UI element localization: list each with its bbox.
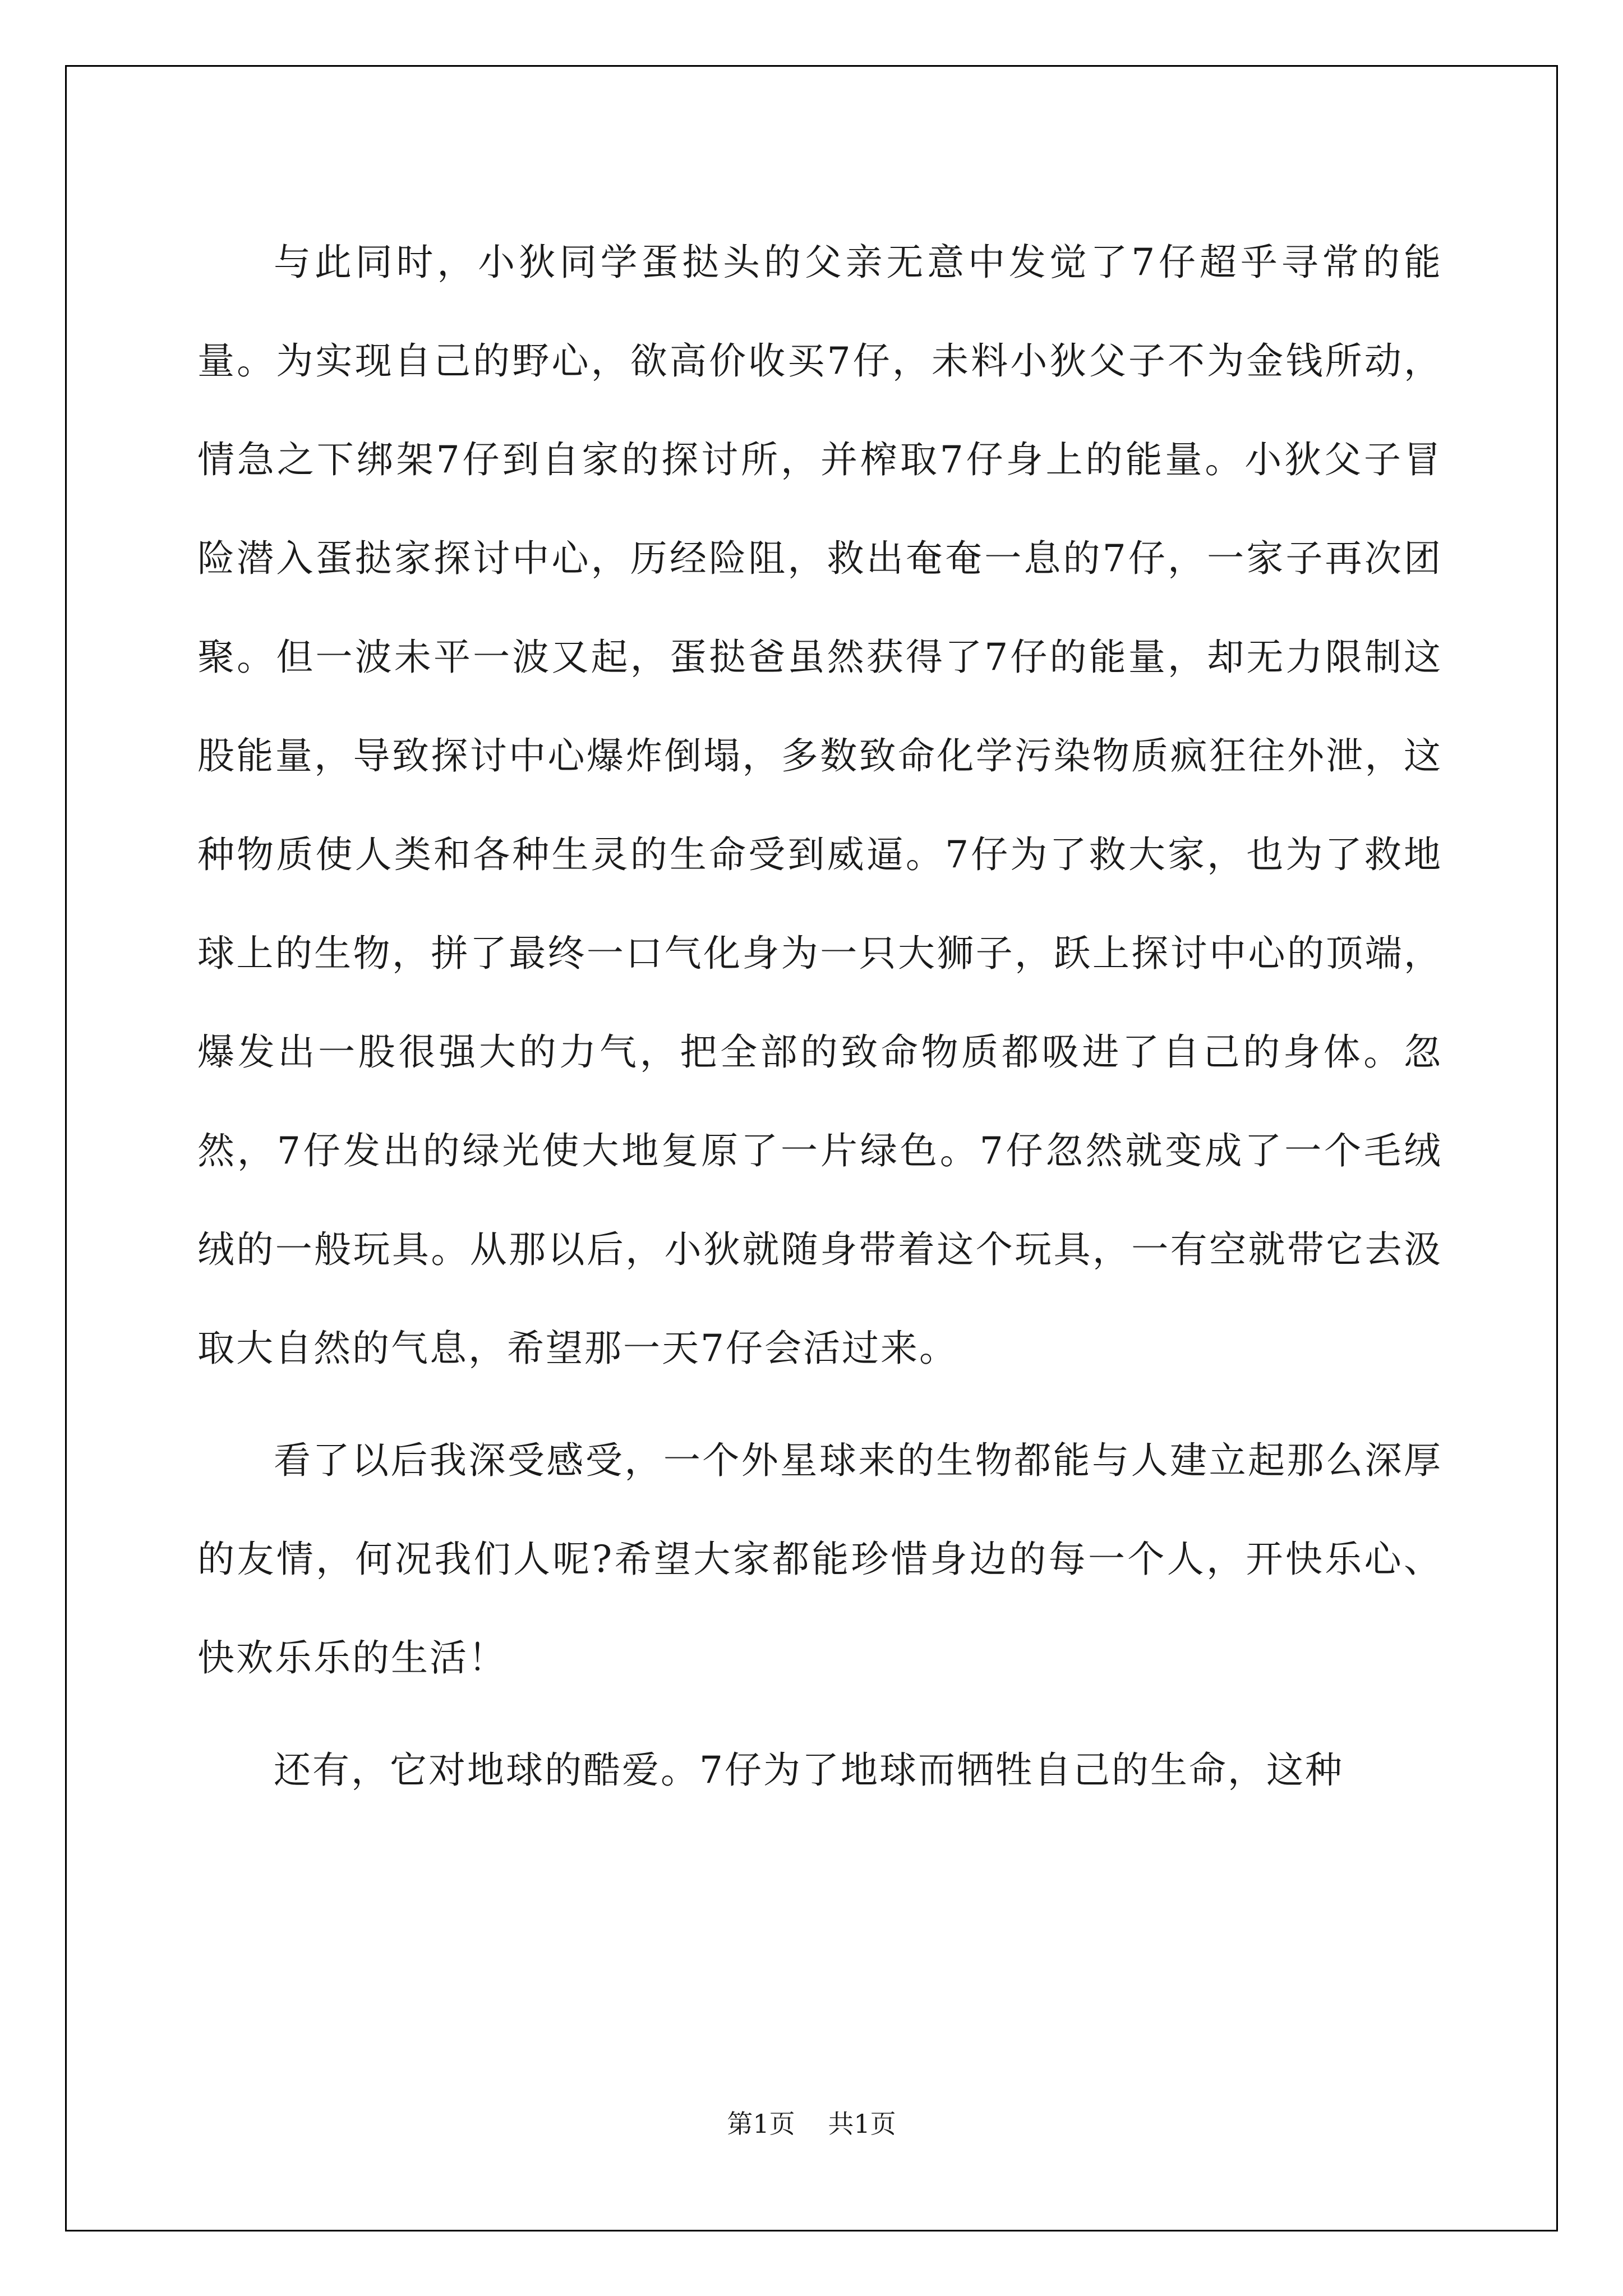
paragraph-1: 与此同时，小狄同学蛋挞头的父亲无意中发觉了7仔超乎寻常的能量。为实现自己的野心，欲高价收买7仔，未料小狄父子不为金钱所动，情急之下绑架7仔到自家的探讨所，并榨取7仔身上的能量。小狄父子冒险潜入蛋挞家探讨中心，历经险阻，救出奄奄一息的7仔，一家子再次团聚。但一波未平一波又起，蛋挞爸虽然获得了7仔的能量，却无力限制这股能量，导致探讨中心爆炸倒塌，多数致命化学污染物质疯狂往外泄，这种物质使人类和各种生灵的生命受到威逼。7仔为了救大家，也为了救地球上的生物，拼了最终一口气化身为一只大狮子，跃上探讨中心的顶端，爆发出一股很强大的力气，把全部的致命物质都吸进了自己的身体。忽然，7仔发出的绿光使大地复原了一片绿色。7仔忽然就变成了一个毛绒绒的一般玩具。从那以后，小狄就随身带着这个玩具，一有空就带它去汲取大自然的气息，希望那一天7仔会活过来。	[197, 241, 1442, 1370]
page-number: 第1页	[727, 2109, 795, 2139]
page-total: 共1页	[828, 2109, 896, 2139]
paragraph-2: 看了以后我深受感受，一个外星球来的生物都能与人建立起那么深厚的友情，何况我们人呢?希望大家都能珍惜身边的每一个人，开快乐心、快欢乐乐的生活！	[197, 1439, 1442, 1680]
page-footer	[0, 2104, 1623, 2141]
document-body	[197, 213, 1442, 1820]
paragraph-3: 还有，它对地球的酷爱。7仔为了地球而牺牲自己的生命，这种	[274, 1749, 1344, 1792]
